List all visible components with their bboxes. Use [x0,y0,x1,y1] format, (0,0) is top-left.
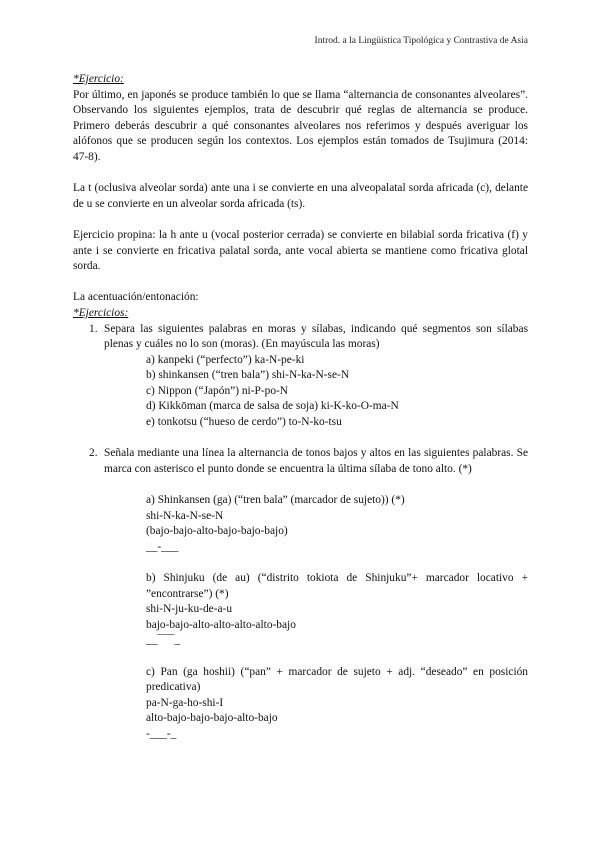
example-tones: alto-bajo-bajo-bajo-alto-bajo [146,712,278,725]
sub-item-d: d) Kikkōman (marca de salsa de soja) ki-K-ko-O-ma-N [146,400,399,413]
list-number: 1. [89,322,98,335]
example-tones: bajo-bajo-alto-alto-alto-alto-bajo [146,618,296,631]
example-tone-line: __-___ [146,540,179,553]
example-a [73,493,528,555]
example-tone-line: -___-_ [146,727,177,740]
example-b [73,571,528,649]
sub-item-e: e) tonkotsu (“hueso de cerdo”) to-N-ko-tsu [146,416,342,429]
example-tones: (bajo-bajo-alto-bajo-bajo-bajo) [146,525,288,538]
example-title: a) Shinkansen (ga) (“tren bala” (marcador de sujeto)) (*) [146,494,405,507]
answer-paragraph-2: Ejercicio propina: la h ante u (vocal posterior cerrada) se convierte en bilabial sorda fricativa (f) y ante i se convierte en fricativa palatal sorda, ante vocal abierta se mantiene como fricativa glotal sorda. [73,228,528,273]
list-item-2 [73,446,528,477]
example-moras: pa-N-ga-ho-shi-I [146,696,224,709]
example-moras: shi-N-ka-N-se-N [146,509,224,522]
document-body [73,72,528,743]
sub-item-a: a) kanpeki (“perfecto”) ka-N-pe-ki [146,353,305,366]
exercise-paragraph: Por último, en japonés se produce también lo que se llama “alternancia de consonantes alveolares”. Observando los siguientes ejemplos, trata de descubrir qué reglas de alternancia se produce. Primero deberás descubrir a qué consonantes alveolares nos referimos y después averiguar los alófonos que se producen según los contextos. Los ejemplos están tomados de Tsujimura (2014: 47-8). [73,88,528,163]
example-c [73,665,528,743]
list-number: 2. [89,447,98,460]
sub-list [73,353,528,431]
list-item-1 [73,322,528,353]
example-title: b) Shinjuku (de au) (“distrito tokiota de Shinjuku”+ marcador locativo + ”encontrarse”) (*) [146,572,528,600]
exercises-heading: *Ejercicios: [73,306,129,319]
section-title: La acentuación/entonación: [73,291,199,304]
sub-item-b: b) shinkansen (“tren bala”) shi-N-ka-N-se-N [146,369,350,382]
exercise-heading: *Ejercicio: [73,73,124,85]
list-item-text: Separa las siguientes palabras en moras y sílabas, indicando qué segmentos son sílabas plenas y cuáles no lo son (moras). (En mayúscula las moras) [104,322,528,351]
example-moras: shi-N-ju-ku-de-a-u [146,603,233,616]
answer-paragraph-1: La t (oclusiva alveolar sorda) ante una i se convierte en una alveopalatal sorda africada (c), delante de u se convierte en un alveolar sorda africada (ts). [73,182,528,210]
example-title: c) Pan (ga hoshii) (“pan” + marcador de sujeto + adj. “deseado” en posición predicativa) [146,665,528,694]
example-tone-line: __¯¯¯_ [146,634,181,647]
sub-item-c: c) Nippon (“Japón”) ni-P-po-N [146,384,289,397]
running-header: Introd. a la Lingüística Tipológica y Contrastiva de Asia [314,36,528,46]
list-item-text: Señala mediante una línea la alternancia de tonos bajos y altos en las siguientes palabras. Se marca con asterisco el punto donde se encuentra la última sílaba de tono alto. (*) [104,447,528,475]
